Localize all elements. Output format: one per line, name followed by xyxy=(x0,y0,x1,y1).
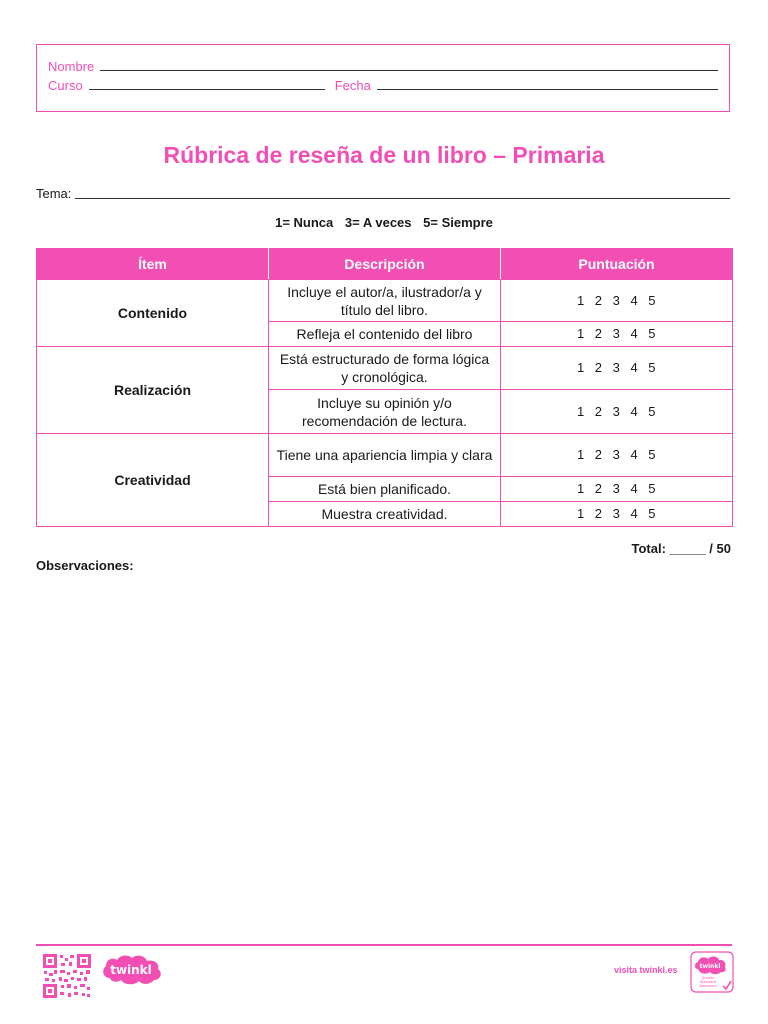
score-cell[interactable]: 1 2 3 4 5 xyxy=(501,280,733,322)
score-cell[interactable]: 1 2 3 4 5 xyxy=(501,322,733,347)
footer-divider xyxy=(36,944,732,946)
name-row xyxy=(48,59,718,74)
score-cell[interactable]: 1 2 3 4 5 xyxy=(501,502,733,527)
item-cell: Creatividad xyxy=(37,434,269,527)
item-cell: Realización xyxy=(37,347,269,434)
item-cell: Contenido xyxy=(37,280,269,347)
twinkl-logo xyxy=(100,952,164,993)
description-cell: Está bien planificado. xyxy=(269,477,501,502)
score-cell[interactable]: 1 2 3 4 5 xyxy=(501,434,733,477)
topic-field[interactable] xyxy=(75,198,730,199)
date-field[interactable] xyxy=(377,89,718,90)
name-label: Nombre xyxy=(48,59,95,74)
scale-3: 3= A veces xyxy=(344,215,412,230)
course-field[interactable] xyxy=(89,89,325,90)
score-cell[interactable]: 1 2 3 4 5 xyxy=(501,390,733,434)
description-cell: Está estructurado de forma lógica y cronológica. xyxy=(269,347,501,390)
visit-link[interactable]: visita twinkl.es xyxy=(614,965,678,975)
twinkl-logo-text: twinkl xyxy=(110,963,152,977)
scale-1: 1= Nunca xyxy=(275,215,334,230)
total-score: Total: _____ / 50 xyxy=(631,541,731,556)
table-row xyxy=(37,347,733,390)
score-cell[interactable]: 1 2 3 4 5 xyxy=(501,477,733,502)
page-title: Rúbrica de reseña de un libro – Primaria xyxy=(163,142,605,168)
course-label: Curso xyxy=(48,78,83,93)
description-cell: Incluye su opinión y/o recomendación de lectura. xyxy=(269,390,501,434)
topic-row xyxy=(36,186,730,201)
rubric-table xyxy=(36,248,733,527)
course-date-row xyxy=(48,78,718,93)
score-cell[interactable]: 1 2 3 4 5 xyxy=(501,347,733,390)
name-field[interactable] xyxy=(100,70,718,71)
topic-label: Tema: xyxy=(36,186,72,201)
scale-5: 5= Siempre xyxy=(423,215,493,230)
table-header-row xyxy=(37,249,733,280)
table-row xyxy=(37,280,733,322)
description-cell: Incluye el autor/a, ilustrador/a y título del libro. xyxy=(269,280,501,322)
description-cell: Muestra creatividad. xyxy=(269,502,501,527)
description-cell: Refleja el contenido del libro xyxy=(269,322,501,347)
header-score: Puntuación xyxy=(501,249,733,280)
qr-code-icon xyxy=(43,954,91,1003)
quality-badge-icon xyxy=(690,951,734,998)
student-info-box xyxy=(36,44,730,112)
badge-brand-text: twinkl xyxy=(699,963,721,970)
description-cell: Tiene una apariencia limpia y clara xyxy=(269,434,501,477)
date-label: Fecha xyxy=(334,78,371,93)
table-row xyxy=(37,434,733,477)
header-description: Descripción xyxy=(269,249,501,280)
scale-legend xyxy=(0,215,768,230)
badge-caption: Quality Standard Approved xyxy=(699,976,717,989)
header-item: Ítem xyxy=(37,249,269,280)
observations-label: Observaciones: xyxy=(36,558,134,573)
